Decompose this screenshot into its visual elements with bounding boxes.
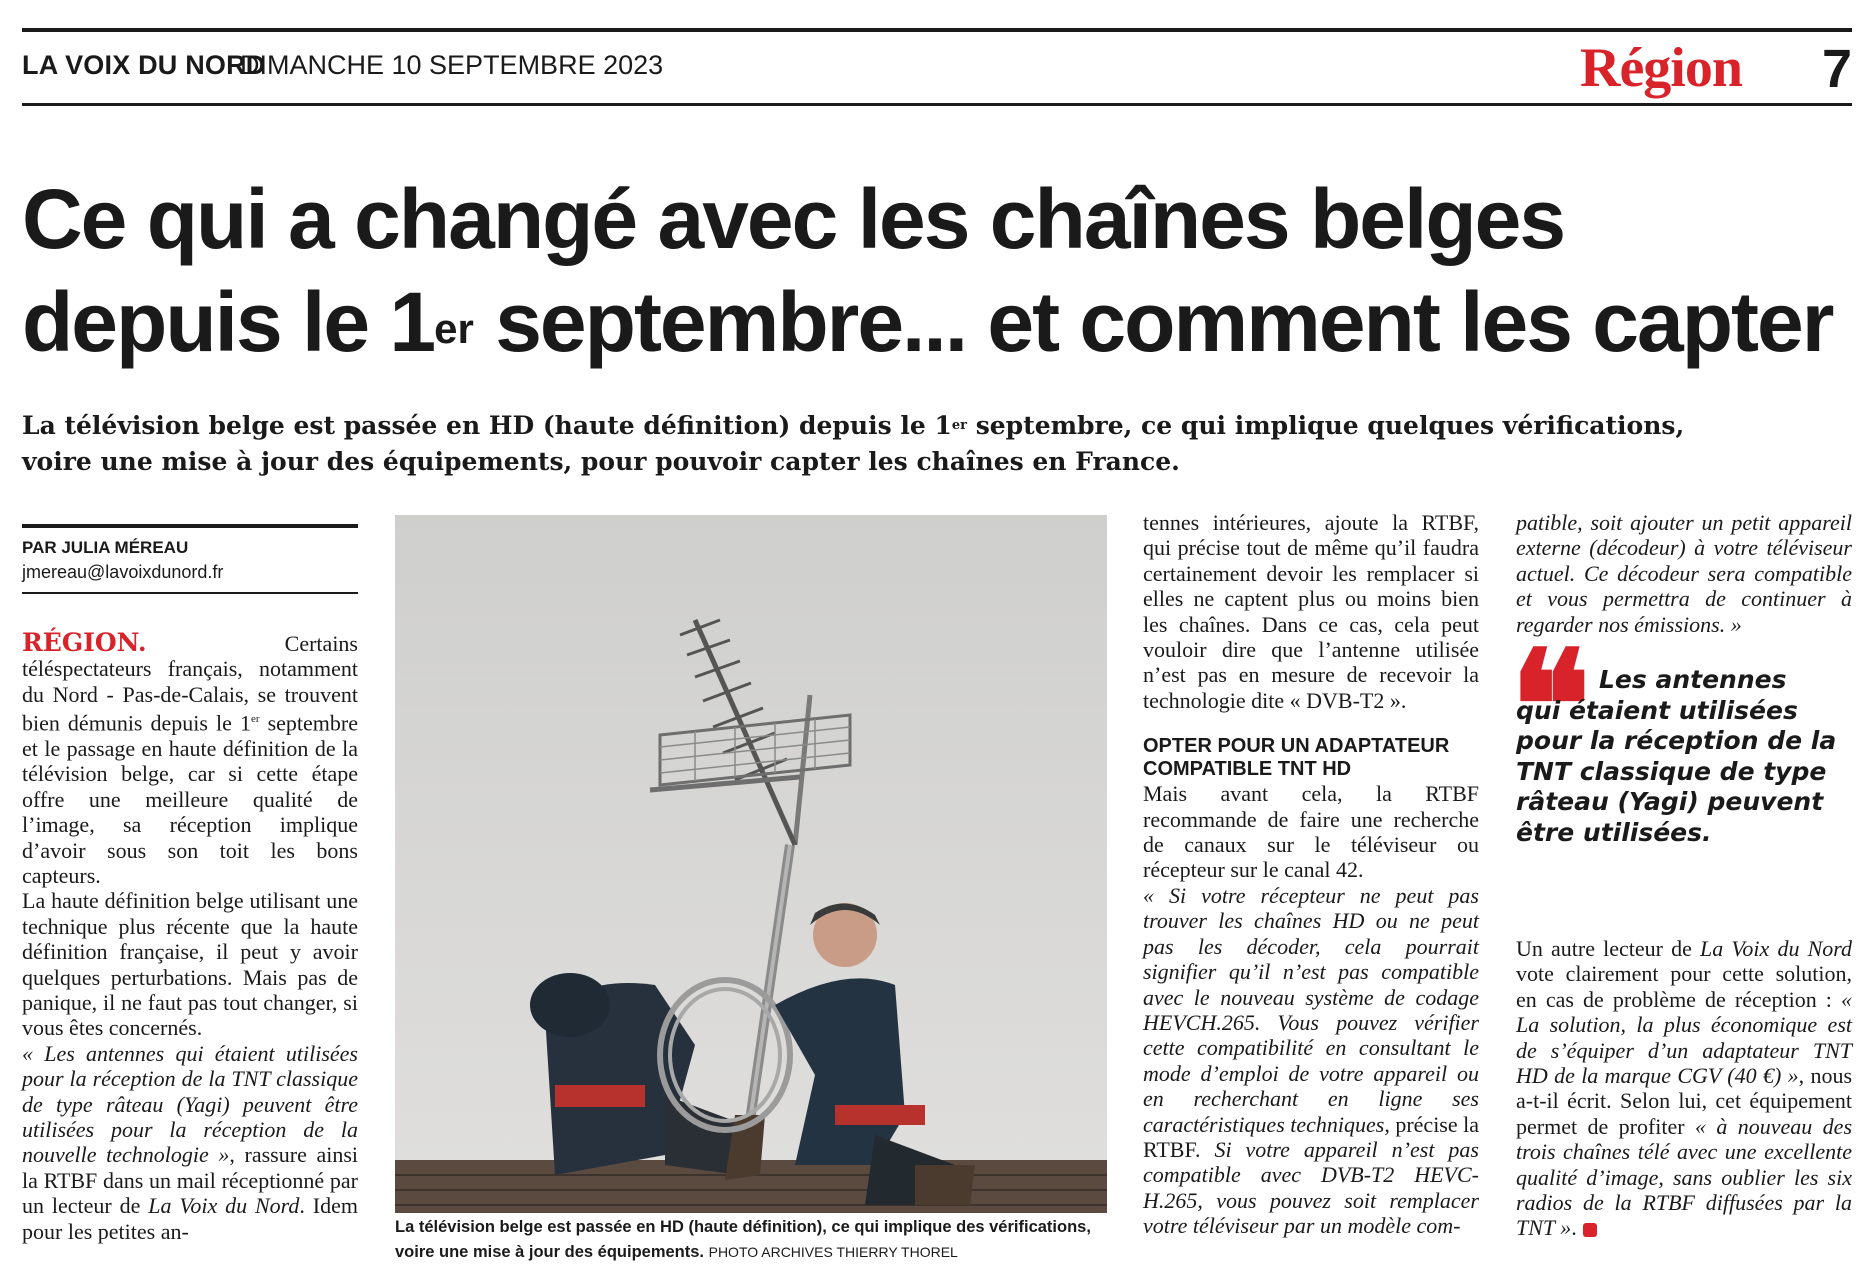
col4-end: .: [1571, 1215, 1577, 1241]
masthead: LA VOIX DU NORD: [22, 50, 266, 80]
author-email[interactable]: jmereau@lavoixdunord.fr: [22, 562, 224, 582]
byline-rule: [22, 524, 358, 528]
pullquote-line1: Les antennes: [1599, 665, 1787, 694]
page-number: 7: [1821, 39, 1852, 99]
col1-p2: La haute définition belge utilisant une technique plus récente que la haute définition française, il peut y avoir quelques perturbations. Mais pas de panique, il ne faut pas tout changer, si vous êtes concernés.: [22, 888, 358, 1041]
end-of-article-icon: [1583, 1223, 1597, 1237]
subheading: OPTER POUR UN ADAPTATEUR COMPATIBLE TNT HD: [1143, 735, 1450, 781]
col4-quote2: « à nouveau des trois chaînes télé avec une excellente qualité d’image, sans oublier les six radios de la RTBF diffusées par la TNT »: [1516, 1113, 1853, 1241]
headline-line2-a: depuis le 1: [22, 275, 435, 369]
col4-p2a: Un autre lecteur de: [1516, 936, 1701, 961]
column-4-body: [1516, 936, 1852, 1241]
col3-quote: « Si votre récepteur ne peut pas trouver les chaînes HD ou ne peut pas les décoder, cela pourrait signifier qu’il n’est pas compatible avec le nouveau système de codage HEVCH.265. Vous pouvez vérifier cette compatibilité en consultant le mode d’emploi de votre appareil ou en recherchant en ligne ses caractéristiques techniques,: [1143, 882, 1479, 1137]
col3-p3-mid: précise la RTBF.: [1143, 1111, 1480, 1162]
pull-quote: [1516, 665, 1846, 848]
headline-line2-b: septembre... et comment les capter: [473, 275, 1833, 369]
dateline: DIMANCHE 10 SEPTEMBRE 2023: [240, 50, 664, 80]
photo-caption: [395, 1215, 1115, 1265]
dateline-lead: RÉGION.: [22, 628, 147, 657]
byline-divider: [22, 592, 358, 594]
headline-line1: Ce qui a changé avec les chaînes belges: [22, 172, 1565, 266]
chapeau-superscript: er: [951, 418, 967, 433]
col4-paper-name: La Voix du Nord: [1700, 936, 1853, 961]
col1-paper-name: La Voix du Nord: [148, 1193, 300, 1219]
header-rule: [22, 103, 1852, 106]
chapeau-text-a: La télévision belge est passée en HD (haute définition) depuis le 1: [22, 411, 952, 440]
col1-quote: « Les antennes qui étaient utilisées pour la réception de la TNT classique de type râteau (Yagi) peuvent être utilisées pour la réception de la nouvelle technologie »: [22, 1040, 358, 1168]
headline-superscript: er: [434, 305, 474, 352]
quote-mark-icon: ❝: [1510, 625, 1591, 791]
chapeau: [22, 408, 1722, 480]
col1-p3-rest: , rassure ainsi la RTBF dans un mail réceptionné par un lecteur de: [22, 1142, 359, 1219]
col3-p1: tennes intérieures, ajoute la RTBF, qui précise tout de même qu’il faudra certainement devoir les remplacer si elles ne captent plus ou moins bien les chaînes. Dans ce cas, cela peut vouloir dire que l’antenne utilisée n’est pas en mesure de recevoir la technologie dite « DVB-T2 ».: [1143, 510, 1479, 713]
chapeau-line2: voire une mise à jour des équipements, pour pouvoir capter les chaînes en France.: [22, 447, 1180, 476]
top-rule: [22, 28, 1852, 32]
column-1: [22, 630, 358, 1244]
col3-quote2: Si votre appareil n’est pas compatible avec DVB-T2 HEVC-H.265, vous pouvez soit remplacer votre téléviseur par un modèle com-: [1143, 1136, 1479, 1239]
column-3: [1143, 510, 1479, 1239]
pullquote-rest: qui étaient utilisées pour la réception de la TNT classique de type râteau (Yagi) peuvent être utilisées.: [1516, 695, 1837, 847]
col1-p3-end: . Idem pour les petites an-: [22, 1193, 359, 1244]
article-photo: [395, 515, 1107, 1213]
antenna-installation-illustration: [395, 515, 1107, 1213]
column-4: [1516, 510, 1852, 637]
col4-p2b: vote clairement pour cette solution, en cas de problème de réception :: [1516, 961, 1852, 1012]
col1-p1a: Certains téléspectateurs français, notamment du Nord - Pas-de-Calais, se trouvent bien démunis depuis le 1: [22, 631, 358, 736]
page-header: [22, 37, 1852, 100]
caption-text: La télévision belge est passée en HD (haute définition), ce qui implique des vérifications, voire une mise à jour des équipements.: [395, 1218, 1091, 1261]
col4-p2c: , nous a-t-il écrit. Selon lui, cet équipement permet de profiter: [1516, 1063, 1852, 1139]
byline: PAR JULIA MÉREAU: [22, 538, 189, 557]
headline: [22, 168, 1852, 374]
col1-p1b: septembre et le passage en haute définition de la télévision belge, car si cette étape offre une meilleure qualité de l’image, sa réception implique d’avoir sous son toit les bons capteurs.: [22, 710, 358, 888]
photo-credit: PHOTO ARCHIVES THIERRY THOREL: [708, 1244, 958, 1260]
col4-quote: « La solution, la plus économique est de s’équiper d’un adaptateur TNT HD de la marque CGV (40 €) »: [1516, 986, 1852, 1089]
col4-p1: patible, soit ajouter un petit appareil externe (décodeur) à votre téléviseur actuel. Ce décodeur sera compatible et vous permettra de continuer à regarder nos émissions. »: [1516, 510, 1852, 637]
col1-sup: er: [250, 713, 260, 726]
section-title: Région: [1580, 37, 1742, 99]
chapeau-text-b: septembre, ce qui implique quelques vérifications,: [966, 411, 1685, 440]
col3-p2: Mais avant cela, la RTBF recommande de faire une recherche de canaux sur le téléviseur ou récepteur sur le canal 42.: [1143, 781, 1479, 883]
